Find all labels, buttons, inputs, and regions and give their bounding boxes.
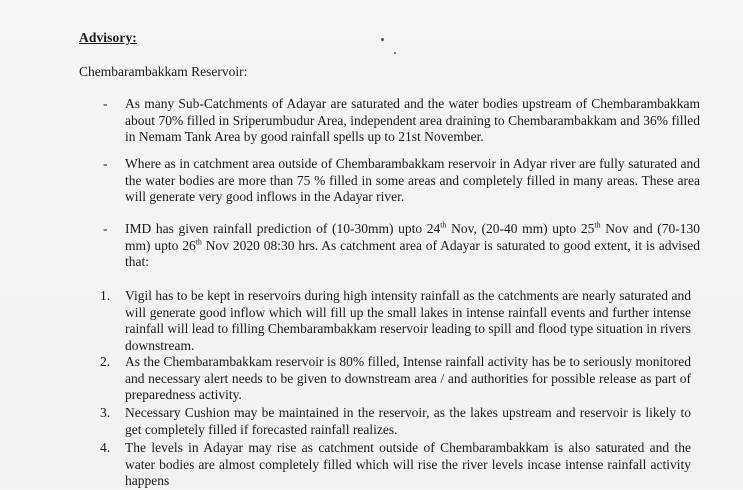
item-number: 4. (100, 440, 111, 455)
bullet-marker: - (103, 221, 108, 236)
bullet-text: As many Sub-Catchments of Adayar are saturated and the water bodies upstream of Chembarambakkam about 70% filled in Sriperumbudur Area, independent area draining to Chembarambakkam and 36% filled in Nemam Tank Area by good rainfall spells up to 21st November. (125, 96, 700, 145)
item-number: 3. (100, 405, 111, 420)
item-text: Vigil has to be kept in reservoirs during high intensity rainfall as the catchments are nearly saturated and will generate good inflow which will fill up the small lakes in intense rainfall events and further intense rainfall will lead to filling Chembarambakkam reservoir leading to spill and flood type situation in rivers downstream. (125, 288, 691, 353)
bullet-text: Where as in catchment area outside of Chembarambakkam reservoir in Adyar river are fully saturated and the water bodies are more than 75 % filled in some areas and completely filled in many areas. These area will generate very good inflows in the Adayar river. (125, 156, 700, 205)
item-text: Necessary Cushion may be maintained in the reservoir, as the lakes upstream and reservoir is likely to get completely filled if forecasted rainfall realizes. (125, 405, 691, 437)
item-text: The levels in Adayar may rise as catchment outside of Chembarambakkam is also saturated and the water bodies are almost completely filled which will rise the river levels incase intense rainfall activity happens (125, 440, 691, 489)
imd-prediction-text: IMD has given rainfall prediction of (10-30mm) upto 24th Nov, (20-40 mm) upto 25th Nov and (70-130 mm) upto 26th Nov 2020 08:30 hrs. As catchment area of Adayar is saturated to good extent, it is advised that: (125, 220, 701, 270)
item-number: 1. (100, 288, 111, 303)
scan-speck (381, 38, 384, 41)
reservoir-section-title: Chembarambakkam Reservoir: (79, 64, 248, 79)
scan-speck (394, 52, 396, 54)
advisory-heading: Advisory: (79, 30, 137, 45)
item-number: 2. (100, 354, 111, 369)
item-text: As the Chembarambakkam reservoir is 80% filled, Intense rainfall activity has be to seriously monitored and necessary alert needs to be given to downstream area / and authorities for possible release as part of preparedness activity. (125, 354, 691, 403)
bullet-marker: - (103, 156, 108, 171)
bullet-marker: - (103, 96, 108, 111)
